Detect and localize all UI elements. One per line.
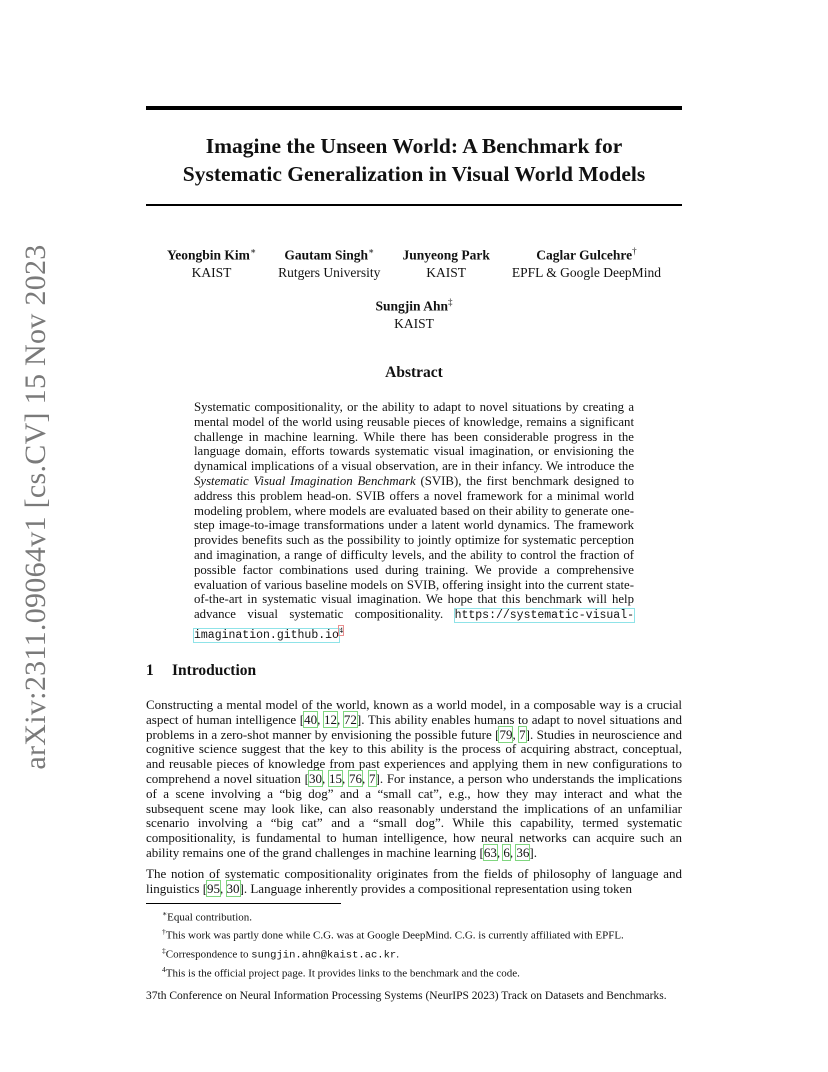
footnote-text: This is the official project page. It provides links to the benchmark and the code. — [165, 967, 520, 980]
author-name: Junyeong Park — [402, 247, 490, 263]
footnote-text: Correspondence to — [165, 948, 252, 961]
footnote-mark: ‡ — [162, 945, 166, 955]
arxiv-identifier: arXiv:2311.09064v1 [cs.CV] 15 Nov 2023 — [19, 244, 52, 770]
author-2 — [278, 243, 380, 281]
paragraph-text: The notion of systematic compositionality originates from the fields of philosophy of language and linguistics [ — [146, 866, 682, 896]
author-mark: ∗ — [368, 246, 375, 256]
abstract-text: (SVIB), the first benchmark designed to address this problem head-on. SVIB offers a novel framework for a minimal world modeling problem, where models are evaluated based on their ability to generate one-step image-to-image transformations under a latent world dynamics. The framework provides benefits such as the possibility to jointly optimize for systematic perception and imagination, a range of difficulty levels, and the ability to control the fraction of possible factor combinations used during training. We provide a comprehensive evaluation of various baseline models on SVIB, offering insight into the current state-of-the-art in systematic visual imagination. We hope that this benchmark will help advance visual systematic compositionality. — [194, 473, 634, 622]
citation[interactable]: 95 — [207, 880, 221, 896]
footnote-affiliation — [162, 925, 682, 943]
citation[interactable]: 15 — [329, 770, 342, 786]
intro-paragraph-1: Constructing a mental model of the world, known as a world model, in a composable way is a crucial aspect of human intelligence [40, 12, 72]. This ability enables humans to adapt to novel situations and problems in a zero-shot manner by envisioning the possible future [79, 7]. Studies in neuroscience and cognitive science suggest that the key to this ability is the process of acquiring abstract, conceptual, and reusable pieces of knowledge from past experiences and applying them in new configurations to comprehend a novel situation [30, 15, 76, 7]. For instance, a person who understands the implications of a scene involving a “big dog” and a “small cat”, e.g., how they may interact and what the subsequent scene may look like, can also reasonably understand the implications of an unfamiliar scenario involving a “big cat” and a “small dog”. While this capability, termed systematic compositionality, is fundamental to human intelligence, how neural networks can acquire such an ability remains one of the grand challenges in machine learning [63, 6, 36]. — [146, 697, 683, 860]
title-top-rule — [146, 106, 682, 110]
author-name: Caglar Gulcehre — [536, 247, 633, 263]
section-heading — [146, 662, 256, 680]
citation[interactable]: 40 — [304, 711, 318, 727]
paragraph-text: ]. Studies in neuroscience and cognitive science suggest that the key to this ability is the process of acquiring abstract, conceptual, and reusable pieces of knowledge from past experiences and applying them in new configurations to comprehend a novel situation [ — [146, 726, 682, 786]
title-bottom-rule — [146, 204, 682, 206]
citation[interactable]: 63 — [483, 844, 497, 860]
author-affiliation: KAIST — [394, 315, 434, 331]
abstract-heading: Abstract — [385, 364, 443, 381]
paragraph-text: Constructing a mental model of the world, known as a world model, in a composable way is a crucial aspect of human intelligence [ — [146, 697, 682, 727]
paragraph-text: ]. Language inherently provides a compositional representation using token — [239, 880, 632, 896]
title-line-1: Imagine the Unseen World: A Benchmark for — [205, 134, 623, 158]
footnote-equal-contribution — [162, 907, 682, 925]
footnote-mark: 4 — [162, 964, 166, 974]
footnotes — [162, 907, 682, 981]
paragraph-text: ]. For instance, a person who understands the implications of a scene involving a “big dog” and a “small cat”, e.g., how they may interact and what the subsequent scene may look like, can also reasonably understand the implications of an unfamiliar scenario involving a “big cat” and a “small dog”. While this capability, termed systematic compositionality, is fundamental to human intelligence, how neural networks can acquire such an ability remains one of the grand challenges in machine learning [ — [146, 770, 683, 860]
footnote-text: Equal contribution. — [167, 911, 253, 924]
abstract-body — [194, 400, 634, 644]
footnote-mark: ∗ — [162, 909, 168, 918]
author-mark: † — [632, 246, 637, 256]
citation[interactable]: 76 — [349, 770, 362, 786]
author-affiliation: Rutgers University — [278, 264, 381, 280]
paragraph-text: ]. This ability enables humans to adapt to novel situations and problems in a zero-shot manner by envisioning the possible future [ — [146, 711, 682, 742]
citation[interactable]: 7 — [369, 770, 376, 786]
paper-title — [146, 132, 682, 188]
citation[interactable]: 30 — [309, 770, 322, 786]
conference-note: 37th Conference on Neural Information Processing Systems (NeurIPS 2023) Track on Datasets and Benchmarks. — [146, 990, 667, 1002]
footnote-project-page — [162, 963, 682, 981]
citation[interactable]: 72 — [343, 711, 357, 727]
author-name: Sungjin Ahn — [375, 298, 448, 314]
footnote-text: This work was partly done while C.G. was at Google DeepMind. C.G. is currently affiliated with EPFL. — [165, 929, 624, 942]
author-name: Yeongbin Kim — [167, 247, 250, 263]
title-line-2: Systematic Generalization in Visual World Models — [182, 162, 646, 186]
author-5 — [146, 294, 682, 332]
citation[interactable]: 12 — [324, 711, 337, 727]
citation[interactable]: 7 — [519, 726, 526, 742]
paragraph-text: ]. — [529, 844, 537, 860]
section-title: Introduction — [172, 662, 257, 679]
author-affiliation: KAIST — [191, 264, 232, 280]
footnote-divider — [146, 903, 341, 904]
author-list — [146, 243, 682, 281]
abstract-text: Systematic compositionality, or the ability to adapt to novel situations by creating a mental model of the world using reusable pieces of knowledge, remains a significant challenge in machine learning. While there has been considerable progress in the language domain, efforts towards systematic visual imagination, or envisioning the dynamical implications of a visual observation, are in their infancy. We introduce the — [194, 400, 634, 474]
author-name: Gautam Singh — [284, 247, 369, 263]
benchmark-name: Systematic Visual Imagination Benchmark — [194, 473, 416, 488]
project-page-link[interactable]: https://systematic-visual-imagination.github.io — [194, 609, 634, 643]
footnote-text: . — [396, 948, 399, 961]
intro-paragraph-2: The notion of systematic compositionality originates from the fields of philosophy of language and linguistics [95, 30]. Language inherently provides a compositional representation using token — [146, 866, 682, 896]
author-affiliation: EPFL & Google DeepMind — [511, 264, 661, 280]
citation[interactable]: 79 — [499, 726, 513, 742]
author-affiliation: KAIST — [426, 264, 466, 280]
footnote-4-marker[interactable]: 4 — [338, 625, 343, 635]
section-number: 1 — [146, 662, 154, 679]
citation[interactable]: 30 — [226, 880, 240, 896]
author-mark: ‡ — [447, 297, 453, 307]
footnote-mark: † — [162, 927, 166, 937]
author-1 — [167, 243, 256, 281]
citation[interactable]: 36 — [516, 844, 530, 860]
correspondence-email[interactable]: sungjin.ahn@kaist.ac.kr — [251, 949, 397, 962]
author-3 — [402, 243, 489, 281]
footnote-correspondence — [162, 944, 682, 963]
author-mark: ∗ — [249, 246, 257, 256]
citation[interactable]: 6 — [503, 844, 510, 860]
author-4 — [512, 243, 661, 281]
